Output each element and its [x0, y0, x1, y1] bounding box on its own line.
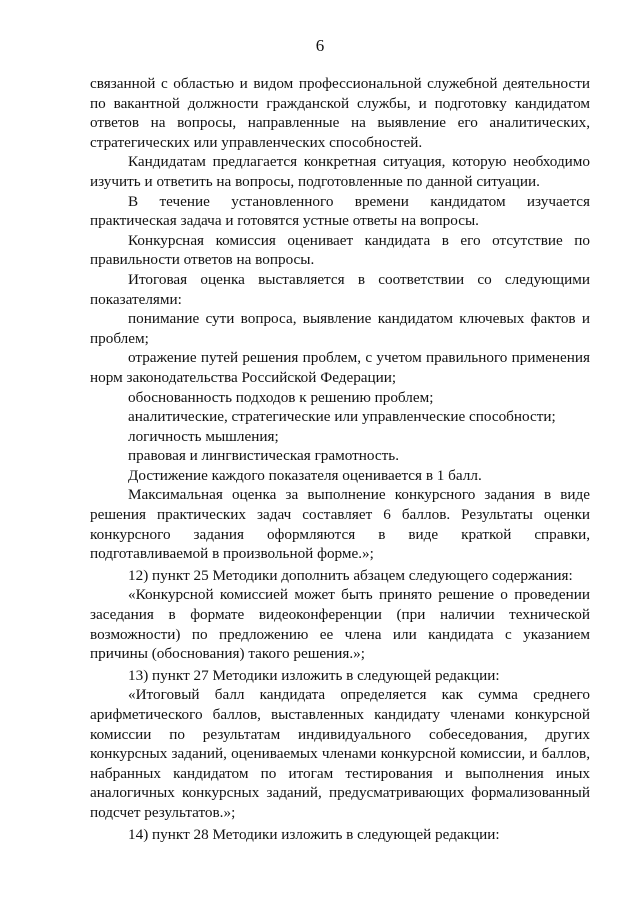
criterion-item: понимание сути вопроса, выявление кандидатом ключевых фактов и проблем; [90, 310, 590, 347]
paragraph-commission: Конкурсная комиссия оценивает кандидата в его отсутствие по правильности ответов на вопросы. [90, 231, 590, 269]
paragraph-score-per-criterion: Достижение каждого показателя оценивается в 1 балл. [128, 466, 482, 484]
paragraph-item-14: 14) пункт 28 Методики изложить в следующей редакции: [128, 825, 500, 843]
paragraph-criteria-intro: Итоговая оценка выставляется в соответствии со следующими показателями: [90, 270, 590, 308]
paragraph-situation: Кандидатам предлагается конкретная ситуация, которую необходимо изучить и ответить на вопросы, подготовленные по данной ситуации. [90, 153, 590, 190]
criterion-item: логичность мышления; [128, 427, 279, 445]
page-number: 6 [315, 36, 325, 55]
paragraph-continuation: связанной с областью и видом профессиональной служебной деятельности по вакантной должности гражданской службы, и подготовку кандидатом ответов на вопросы, направленные на выявление его аналитических, стратегических или управленческих способностей. [90, 75, 590, 151]
document-body [90, 74, 590, 844]
paragraph-max-score: Максимальная оценка за выполнение конкурсного задания в виде решения практических задач составляет 6 баллов. Результаты оценки конкурсного задания оформляются в виде краткой справки, подготавливаемой в произвольной форме.»; [90, 486, 590, 563]
paragraph-item-13: 13) пункт 27 Методики изложить в следующей редакции: [128, 666, 500, 684]
paragraph-item-12: 12) пункт 25 Методики дополнить абзацем следующего содержания: [128, 566, 573, 584]
paragraph-time: В течение установленного времени кандидатом изучается практическая задача и готовятся устные ответы на вопросы. [90, 192, 590, 230]
paragraph-quote-videoconference: «Конкурсной комиссией может быть принято решение о проведении заседания в формате видеоконференции (при наличии технической возможности) по предложению ее члена или кандидата с указанием причины (обоснования) такого решения.»; [90, 586, 590, 663]
criterion-item: отражение путей решения проблем, с учетом правильного применения норм законодательства Российской Федерации; [90, 349, 590, 386]
criterion-item: аналитические, стратегические или управленческие способности; [128, 408, 556, 426]
criterion-item: правовая и лингвистическая грамотность. [128, 447, 399, 465]
paragraph-quote-final-score: «Итоговый балл кандидата определяется как сумма среднего арифметического баллов, выставленных кандидату членами конкурсной комиссии по результатам индивидуального собеседования, других конкурсных заданий, оцениваемых членами конкурсной комиссии, и баллов, набранных кандидатом по итогам тестирования и выполнения иных аналогичных конкурсных заданий, предусматривающих формализованный подсчет результатов.»; [90, 686, 590, 821]
criterion-item: обоснованность подходов к решению проблем; [128, 388, 434, 406]
